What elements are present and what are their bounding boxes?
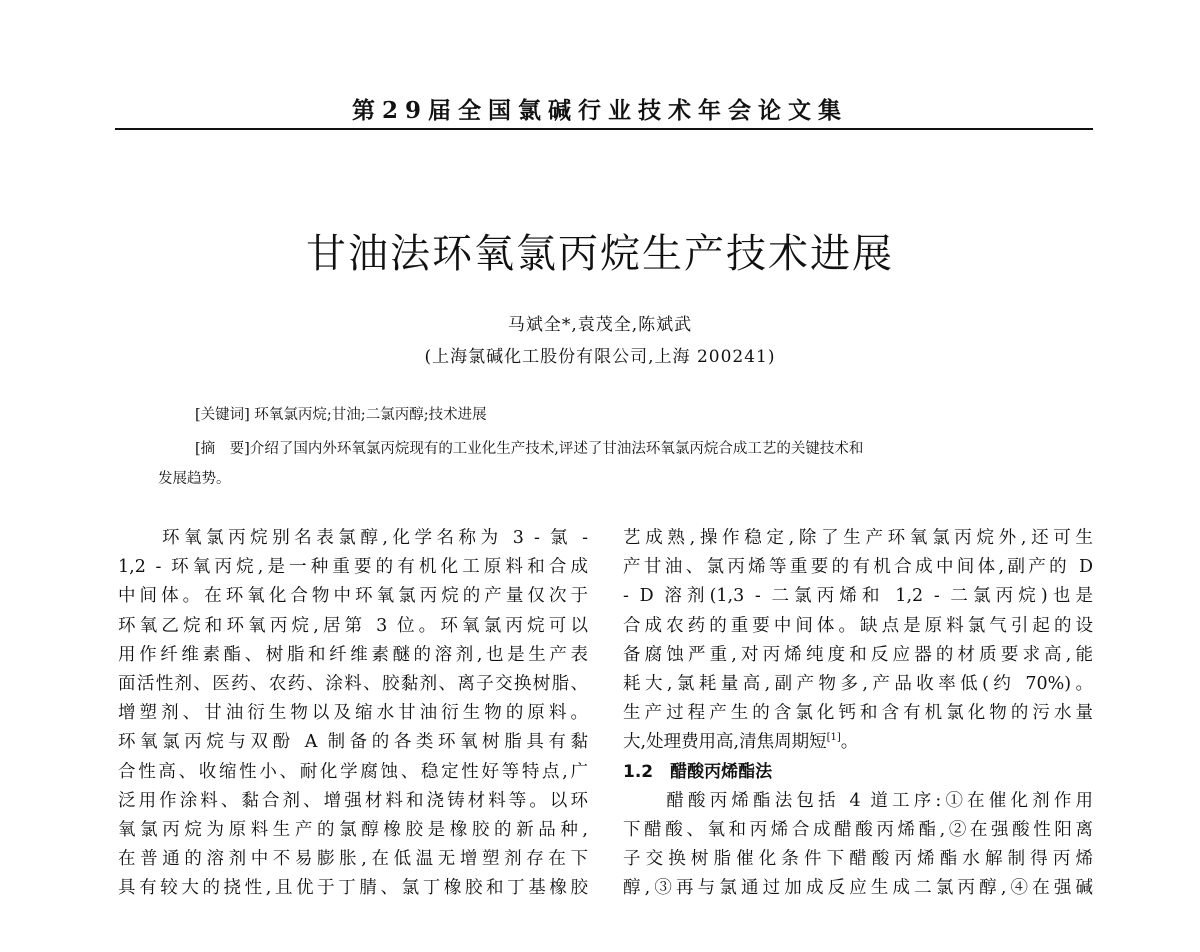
abstract-line-2: 发展趋势。 [158,471,231,487]
citation-line-text: 大,处理费用高,清焦周期短 [623,732,827,753]
body-line: 醋酸丙烯酯法包括 4 道工序:①在催化剂作用 [623,790,1093,811]
body-line: 面活性剂、医药、农药、涂料、胶黏剂、离子交换树脂、 [118,673,588,694]
body-line: 合成农药的重要中间体。缺点是原料氯气引起的设 [623,615,1093,636]
body-line-with-citation [623,728,1093,757]
abstract-line-1: [摘 要]介绍了国内外环氧氯丙烷现有的工业化生产技术,评述了甘油法环氧氯丙烷合成工艺的关键技术和 [195,441,864,457]
body-line: 产甘油、氯丙烯等重要的有机合成中间体,副产的 D [623,557,1093,578]
body-line: 艺成熟,操作稳定,除了生产环氧氯丙烷外,还可生 [623,528,1093,548]
section-heading: 1.2 醋酸丙烯酯法 [623,761,773,782]
body-line: 下醋酸、氧和丙烯合成醋酸丙烯酯,②在强酸性阳离 [623,819,1093,840]
body-line: 生产过程产生的含氯化钙和含有机氯化物的污水量 [623,703,1093,724]
body-line: 合性高、收缩性小、耐化学腐蚀、稳定性好等特点,广 [118,761,588,782]
body-line: 备腐蚀严重,对丙烯纯度和反应器的材质要求高,能 [623,644,1093,665]
citation-ref: [1] [826,732,841,744]
body-line: 环氧氯丙烷别名表氯醇,化学名称为 3 - 氯 - [118,528,588,548]
keywords: [关键词] 环氧氯丙烷;甘油;二氯丙醇;技术进展 [195,407,487,423]
body-column-left [118,524,588,903]
affiliation: (上海氯碱化工股份有限公司,上海 200241) [424,347,776,367]
authors: 马斌全*,袁茂全,陈斌武 [507,315,693,335]
body-line: 泛用作涂料、黏合剂、增强材料和浇铸材料等。以环 [118,790,588,811]
citation-line-end: 。 [840,732,859,753]
body-line: 用作纤维素酯、树脂和纤维素醚的溶剂,也是生产表 [118,644,588,665]
body-line: 耗大,氯耗量高,副产物多,产品收率低(约 70%)。 [623,673,1093,694]
header-rule [115,128,1093,130]
body-line: 具有较大的挠性,且优于丁腈、氯丁橡胶和丁基橡胶 [118,878,588,899]
body-line: 醇,③再与氯通过加成反应生成二氯丙醇,④在强碱 [623,878,1093,899]
body-column-right [623,524,1093,903]
body-line: 在普通的溶剂中不易膨胀,在低温无增塑剂存在下 [118,849,588,870]
body-line: 子交换树脂催化条件下醋酸丙烯酯水解制得丙烯 [623,849,1093,870]
body-line: 1,2 - 环氧丙烷,是一种重要的有机化工原料和合成 [118,557,588,578]
running-header: 第29届全国氯碱行业技术年会论文集 [351,97,848,124]
body-line: 增塑剂、甘油衍生物以及缩水甘油衍生物的原料。 [118,703,588,724]
body-line: - D 溶剂(1,3 - 二氯丙烯和 1,2 - 二氯丙烷)也是 [623,586,1093,607]
body-line: 环氧乙烷和环氧丙烷,居第 3 位。环氧氯丙烷可以 [118,615,588,636]
body-line: 中间体。在环氧化合物中环氧氯丙烷的产量仅次于 [118,586,588,607]
body-line: 环氧氯丙烷与双酚 A 制备的各类环氧树脂具有黏 [118,732,588,753]
article-title: 甘油法环氧氯丙烷生产技术进展 [306,231,894,277]
body-line: 氧氯丙烷为原料生产的氯醇橡胶是橡胶的新品种, [118,819,588,840]
